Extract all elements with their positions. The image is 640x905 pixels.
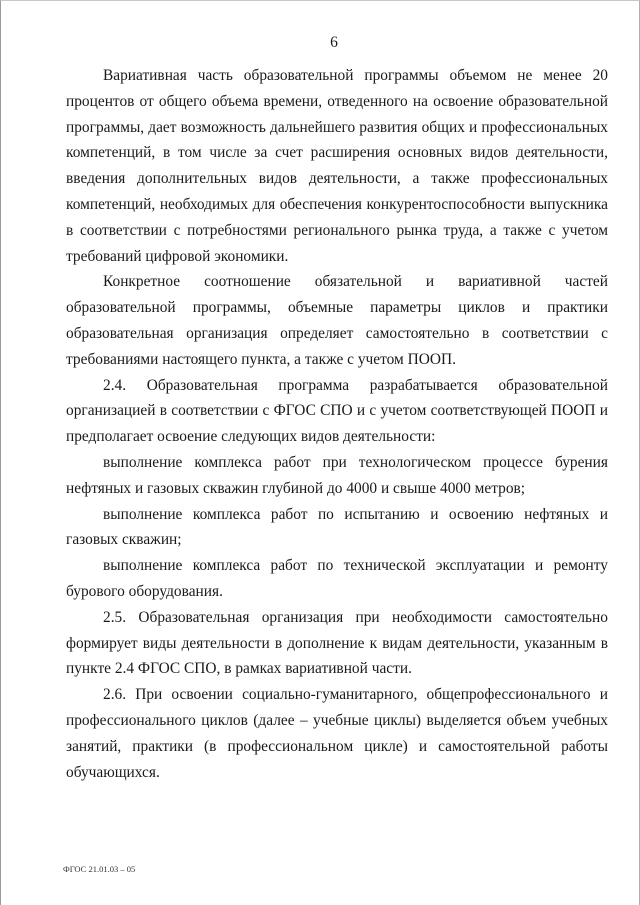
paragraph-2-6: 2.6. При освоении социально-гуманитарного, общепрофессионального и профессионального циклов (далее – учебные циклы) выделяется объем учебных занятий, практики (в профессиональном цикле) и самостоятельной работы обучающихся. bbox=[66, 686, 608, 781]
paragraph-ratio: Конкретное соотношение обязательной и вариативной частей образовательной программы, объемные параметры циклов и практики образовательная организация определяет самостоятельно в соответствии с требованиями настоящего пункта, а также с учетом ПООП. bbox=[66, 273, 608, 368]
document-body bbox=[66, 63, 608, 785]
page-footer: ФГОС 21.01.03 – 05 bbox=[63, 864, 136, 874]
list-item-maintenance: выполнение комплекса работ по технической эксплуатации и ремонту бурового оборудования. bbox=[66, 557, 608, 600]
paragraph-2-4: 2.4. Образовательная программа разрабатывается образовательной организацией в соответствии с ФГОС СПО и с учетом соответствующей ПООП и предполагает освоение следующих видов деятельности: bbox=[66, 376, 608, 446]
paragraph-2-5: 2.5. Образовательная организация при необходимости самостоятельно формирует виды деятельности в дополнение к видам деятельности, указанным в пункте 2.4 ФГОС СПО, в рамках вариативной части. bbox=[66, 608, 608, 678]
paragraph-variative-part: Вариативная часть образовательной программы объемом не менее 20 процентов от общего объема времени, отведенного на освоение образовательной программы, дает возможность дальнейшего развития общих и профессиональных компетенций, в том числе за счет расширения основных видов деятельности, введения дополнительных видов деятельности, а также профессиональных компетенций, необходимых для обеспечения конкурентоспособности выпускника в соответствии с потребностями регионального рынка труда, а также с учетом требований цифровой экономики. bbox=[66, 67, 608, 265]
list-item-drilling: выполнение комплекса работ при технологическом процессе бурения нефтяных и газовых скважин глубиной до 4000 и свыше 4000 метров; bbox=[66, 453, 608, 497]
list-item-testing: выполнение комплекса работ по испытанию и освоению нефтяных и газовых скважин; bbox=[66, 505, 608, 549]
page-number: 6 bbox=[330, 34, 338, 51]
